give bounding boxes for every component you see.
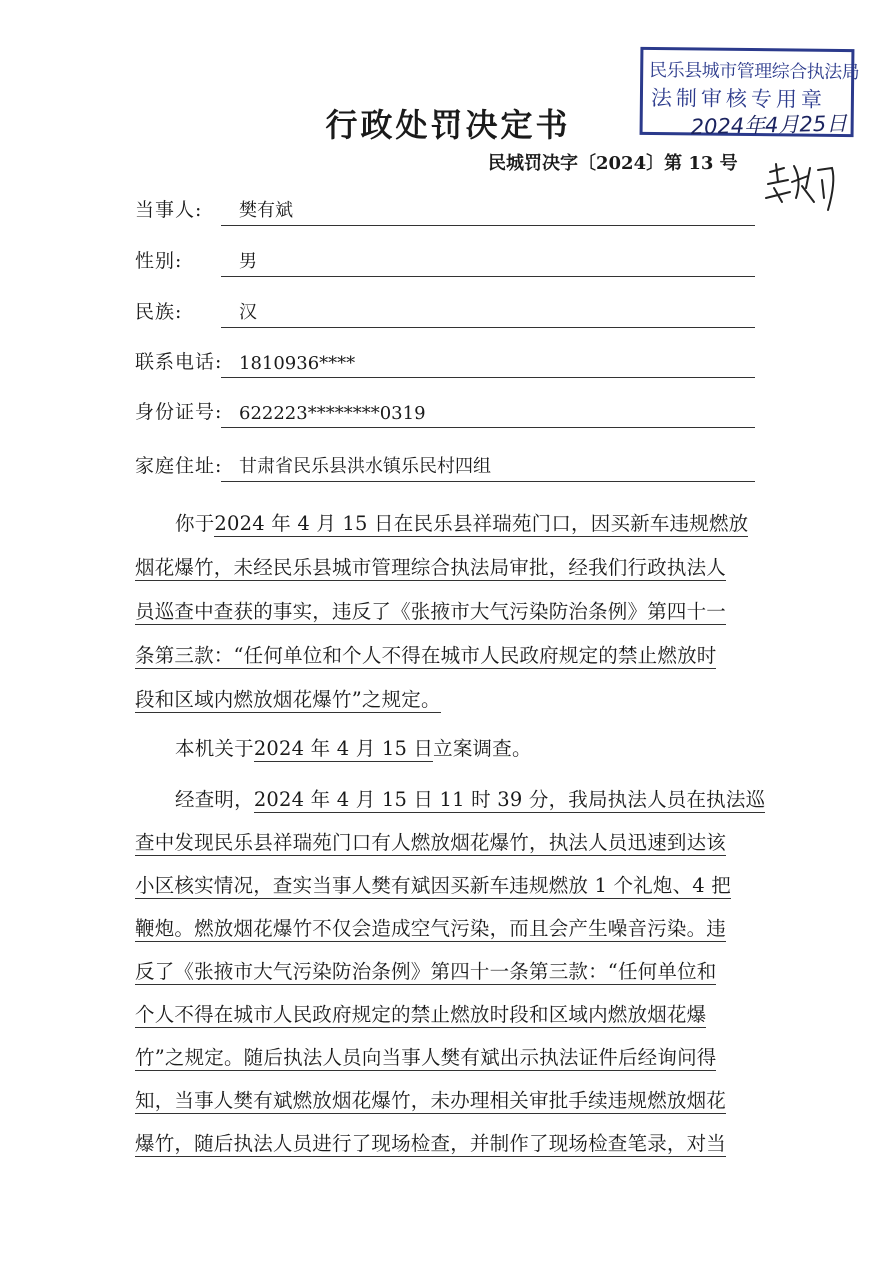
underlined-text: 反了《张掖市大气污染防治条例》第四十一条第三款：“任何单位和 [135,960,717,983]
text-line [175,733,532,773]
text-line [135,1128,726,1168]
field-phone [135,344,755,378]
field-gender [135,243,755,277]
underlined-text: 知，当事人樊有斌燃放烟花爆竹，未办理相关审批手续违规燃放烟花 [135,1089,727,1112]
text-segment: 你于 [175,512,215,535]
underlined-text: 条第三款：“任何单位和个人不得在城市人民政府规定的禁止燃放时 [135,644,717,667]
text-line [135,684,441,724]
field-underline [221,427,755,428]
underlined-text: 烟花爆竹，未经民乐县城市管理综合执法局审批，经我们行政执法人 [135,556,727,579]
text-line [175,784,765,824]
field-phone-label: 联系电话: [135,351,223,373]
text-line [135,827,726,867]
field-underline [221,276,755,277]
field-gender-label: 性别: [135,250,183,272]
underlined-text: 2024 年 4 月 15 日在民乐县祥瑞苑门口，因买新车违规燃放 [214,512,749,535]
field-address [135,448,755,482]
field-party [135,192,755,226]
document-number: 民城罚决字〔2024〕第 13 号 [488,153,738,174]
text-line [135,1085,726,1125]
stamp-date: 2024年4月25日 [690,111,848,140]
field-party-value: 樊有斌 [239,200,293,221]
underlined-text: 员巡查中查获的事实，违反了《张掖市大气污染防治条例》第四十一 [135,600,727,623]
underlined-text: 竹”之规定。随后执法人员向当事人樊有斌出示执法证件后经询问得 [135,1046,717,1069]
field-phone-value: 1810936**** [239,353,356,374]
field-id-number-label: 身份证号: [135,401,223,423]
underlined-text: 个人不得在城市人民政府规定的禁止燃放时段和区域内燃放烟花爆 [135,1003,707,1026]
document-title: 行政处罚决定书 [325,106,571,144]
underlined-text: 段和区域内燃放烟花爆竹”之规定。 [135,688,441,711]
field-party-label: 当事人: [135,199,203,221]
underlined-text: 小区核实情况，查实当事人樊有斌因买新车违规燃放 1 个礼炮、4 把 [135,874,732,897]
text-segment: 本机关于 [175,737,254,760]
field-id-number-value: 622223********0319 [239,403,426,424]
field-ethnicity-label: 民族: [135,301,183,323]
field-underline [221,481,755,482]
field-underline [221,327,755,328]
field-ethnicity [135,294,755,328]
text-segment: 经查明， [175,788,254,811]
text-line [135,870,731,910]
underlined-text: 鞭炮。燃放烟花爆竹不仅会造成空气污染，而且会产生噪音污染。违 [135,917,727,940]
text-segment: 立案调查。 [433,737,532,760]
field-ethnicity-value: 汉 [239,302,257,323]
text-line [135,913,726,953]
underlined-text: 2024 年 4 月 15 日 11 时 39 分，我局执法人员在执法巡 [253,788,766,811]
stamp-seal-name: 法制审核专用章 [650,85,827,112]
text-line [135,956,716,996]
stamp-agency-name: 民乐县城市管理综合执法局 [649,59,860,84]
field-address-value: 甘肃省民乐县洪水镇乐民村四组 [239,456,491,477]
text-line [135,999,706,1039]
text-line [135,640,716,680]
field-address-label: 家庭住址: [135,455,223,477]
field-underline [221,377,755,378]
text-line [135,1042,716,1082]
text-line [175,508,748,548]
underlined-text: 爆竹，随后执法人员进行了现场检查，并制作了现场检查笔录，对当 [135,1132,727,1155]
field-gender-value: 男 [239,251,257,272]
field-id-number [135,394,755,428]
underlined-text: 2024 年 4 月 15 日 [253,737,434,760]
field-underline [221,225,755,226]
handwritten-signature [762,158,842,218]
text-line [135,552,726,592]
underlined-text: 查中发现民乐县祥瑞苑门口有人燃放烟花爆竹，执法人员迅速到达该 [135,831,727,854]
text-line [135,596,726,636]
